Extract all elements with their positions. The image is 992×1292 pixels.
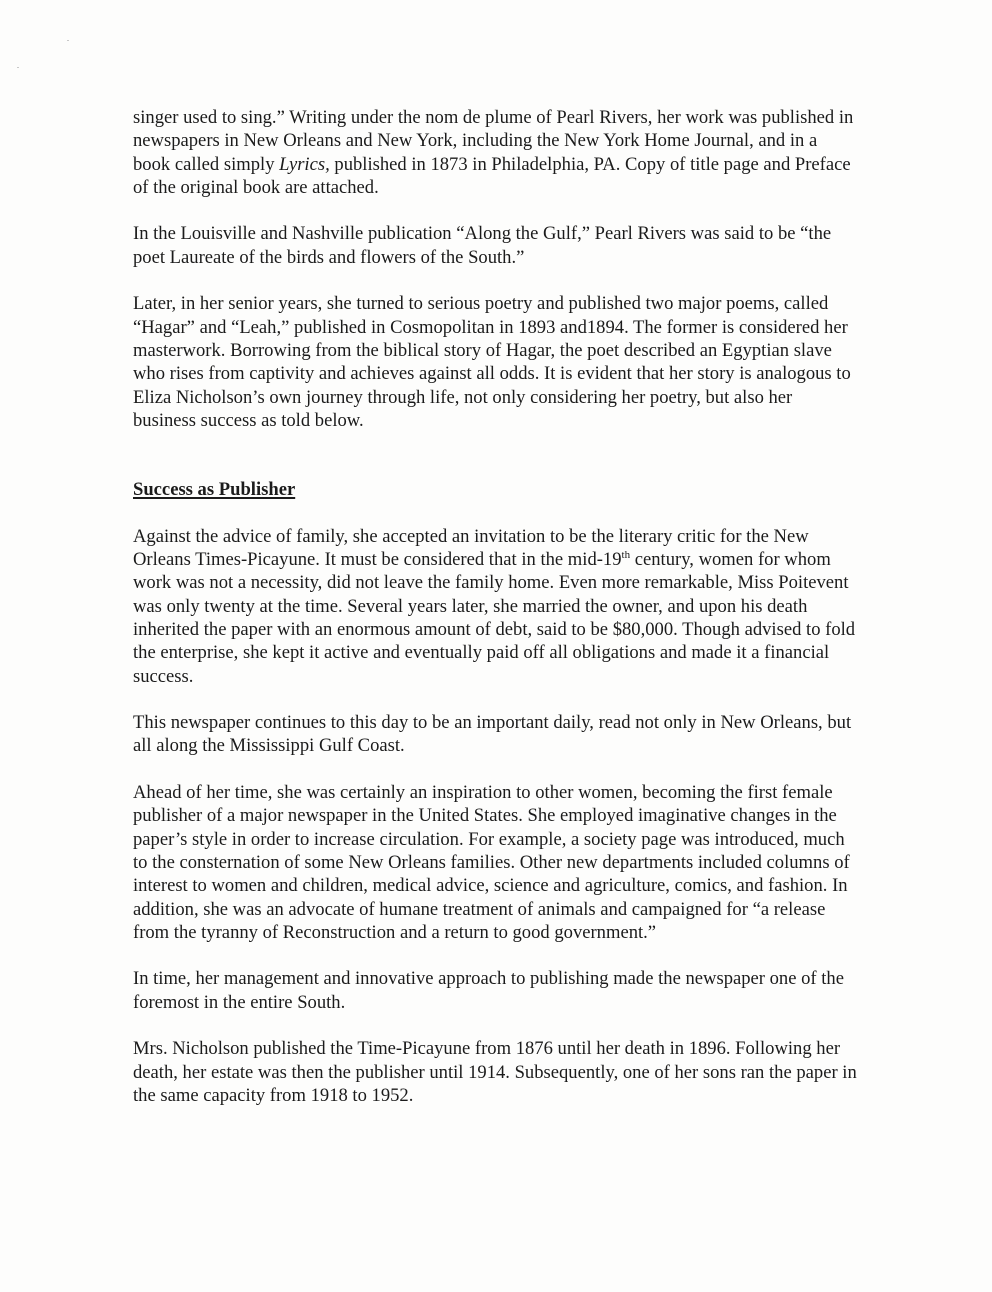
paragraph-lyrics-text-a: singer used to sing.” Writing under the nom de plume of Pearl Rivers, her work was published in newspapers in New Orleans and New York, including the New York Home Journal, and in a book called simply <box>133 107 854 175</box>
paragraph-senior-years-poetry: Later, in her senior years, she turned to serious poetry and published two major poems, called “Hagar” and “Leah,” published in Cosmopolitan in 1893 and1894. The former is considered her masterwork. Borrowing from the biblical story of Hagar, the poet described an Egyptian slave who rises from captivity and achieves against all odds. It is evident that her story is analogous to Eliza Nicholson’s own journey through life, not only considering her poetry, but also her business success as told below. <box>133 293 851 431</box>
paragraph-literary-critic-text-a: Against the advice of family, she accepted an invitation to be the literary critic for the New Orleans Times-Picayune. It must be considered that in the mid-19 <box>133 525 809 571</box>
paragraph-literary-critic <box>133 525 858 688</box>
paragraph-literary-critic-text-b: century, women for whom work was not a necessity, did not leave the family home. Even more remarkable, Miss Poitevent was only twenty at the time. Several years later, she married the owner, and upon his death inherited the paper with an enormous amount of debt, said to be $80,000. Though advised to fold the enterprise, she kept it active and eventually paid off all obligations and made it a financial success. <box>133 549 856 687</box>
paragraph-lyrics-text-b: published in 1873 in Philadelphia, PA. Copy of title page and Preface of the original book are attached. <box>133 153 851 198</box>
document-body <box>133 106 858 1130</box>
paragraph-innovative-approach: In time, her management and innovative approach to publishing made the newspaper one of the foremost in the entire South. <box>133 968 844 1013</box>
paragraph-along-the-gulf: In the Louisville and Nashville publication “Along the Gulf,” Pearl Rivers was said to be “the poet Laureate of the birds and flowers of the South.” <box>133 223 832 268</box>
section-heading-success-as-publisher: Success as Publisher <box>133 479 296 501</box>
paragraph-newspaper-continues: This newspaper continues to this day to be an important daily, read not only in New Orleans, but all along the Mississippi Gulf Coast. <box>133 712 852 757</box>
paragraph-publishing-timeline: Mrs. Nicholson published the Time-Picayune from 1876 until her death in 1896. Following her death, her estate was then the publisher until 1914. Subsequently, one of her sons ran the paper in the same capacity from 1918 to 1952. <box>133 1038 857 1106</box>
scan-speck <box>17 67 19 68</box>
scan-speck <box>67 40 69 41</box>
ordinal-superscript: th <box>621 549 631 562</box>
paragraph-lyrics <box>133 106 858 199</box>
book-title-lyrics: Lyrics, <box>279 153 330 175</box>
paragraph-ahead-of-her-time: Ahead of her time, she was certainly an inspiration to other women, becoming the first female publisher of a major newspaper in the United States. She employed imaginative changes in the paper’s style in order to increase circulation. For example, a society page was introduced, much to the consternation of some New Orleans families. Other new departments included columns of interest to women and children, medical advice, science and agriculture, comics, and fashion. In addition, she was an advocate of humane treatment of animals and campaigned for “a release from the tyranny of Reconstruction and a return to good government.” <box>133 782 850 943</box>
